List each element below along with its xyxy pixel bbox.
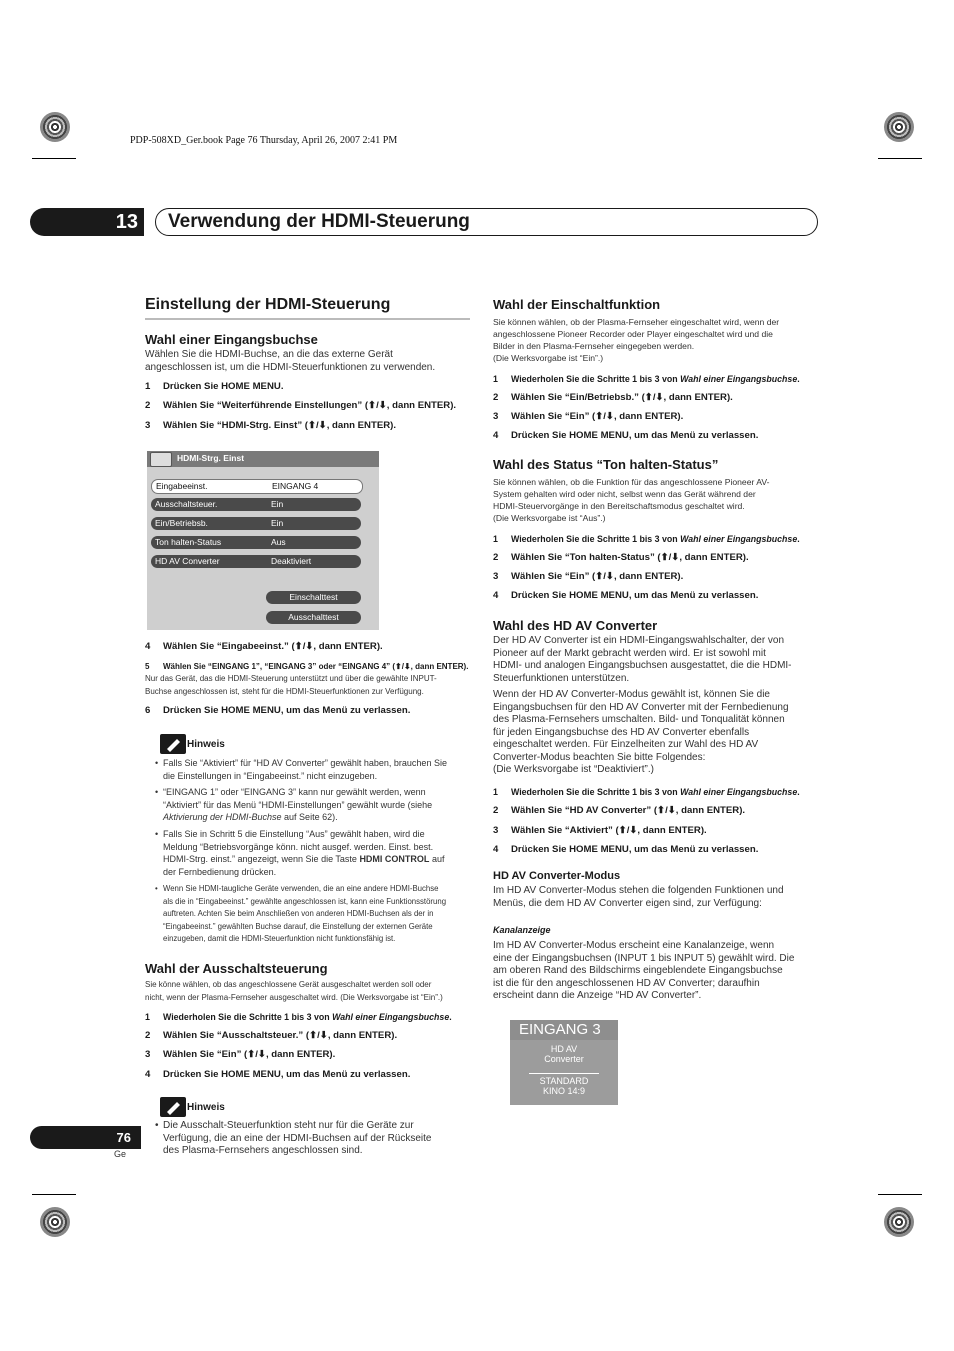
note-bullet: • Falls Sie “Aktiviert” für “HD AV Converter” gewählt haben, brauchen Sie die Einstellungen in “Eingabeeinst.” nicht einzugeben. [163, 757, 447, 782]
step-6: 6 Drücken Sie HOME MENU, um das Menü zu verlassen. [145, 705, 411, 716]
ausschalttest-button[interactable]: Ausschalttest [266, 611, 361, 624]
note-label: Hinweis [187, 1102, 225, 1113]
book-header: PDP-508XD_Ger.book Page 76 Thursday, April 26, 2007 2:41 PM [130, 135, 398, 146]
aus-intro: Sie könne wählen, ob das angeschlossene Gerät ausgeschaltet werden soll oder nicht, wenn der Plasma-Fernseher ausgeschaltet wird. (Die Werksvorgabe ist “Ein”.) [145, 980, 443, 1002]
registration-target [884, 112, 914, 142]
aus-step-2: 2 Wählen Sie “Ausschaltsteuer.” (⬆/⬇, dann ENTER). [145, 1030, 398, 1041]
step-1: 1 Drücken Sie HOME MENU. [145, 381, 284, 392]
hdav-intro: Der HD AV Converter ist ein HDMI-Eingangswahlschalter, der von Pioneer auf der Markt gebracht werden wird. Er ist sowohl mit HDMI- und analogen Eingangsbuchsen ausgestattet, die die HDMI- Steuerfunktionen unterstützen. [493, 635, 792, 684]
channel-divider [529, 1073, 599, 1074]
osd-row-ausschaltsteuer[interactable]: Ausschaltsteuer. Ein [151, 498, 361, 511]
osd-title: HDMI-Strg. Einst [177, 453, 245, 463]
einschalt-step-3: 3 Wählen Sie “Ein” (⬆/⬇, dann ENTER). [493, 411, 684, 422]
osd-row-hd-av-converter[interactable]: HD AV Converter Deaktiviert [151, 555, 361, 568]
hdav-step-3: 3 Wählen Sie “Aktiviert” (⬆/⬇, dann ENTER). [493, 825, 707, 836]
ton-step-3: 3 Wählen Sie “Ein” (⬆/⬇, dann ENTER). [493, 571, 684, 582]
osd-row-ton-halten[interactable]: Ton halten-Status Aus [151, 536, 361, 549]
hdav-step-1: 1 Wiederholen Sie die Schritte 1 bis 3 von Wahl einer Eingangsbuchse. [493, 787, 800, 797]
ton-step-4: 4 Drücken Sie HOME MENU, um das Menü zu verlassen. [493, 590, 759, 601]
aus-step-1: 1 Wiederholen Sie die Schritte 1 bis 3 von Wahl einer Eingangsbuchse. [145, 1012, 452, 1022]
section-title: Einstellung der HDMI-Steuerung [145, 296, 391, 313]
kanal-body: Im HD AV Converter-Modus erscheint eine Kanalanzeige, wenn eine der Eingangsbuchsen (INPUT 1 bis INPUT 5) gewählt wird. Die am oberen Rand des Bildschirms eingeblendete Eingangsbuchse ist die für den angeschlossenen HD AV Converter; daraufhin erscheint dann die Anzeige “HD AV Converter”. [493, 940, 795, 1001]
ton-step-2: 2 Wählen Sie “Ton halten-Status” (⬆/⬇, dann ENTER). [493, 552, 749, 563]
crop-mark [878, 1194, 922, 1195]
einschalt-step-2: 2 Wählen Sie “Ein/Betriebsb.” (⬆/⬇, dann ENTER). [493, 392, 733, 403]
osd-titlebar [147, 451, 379, 467]
kanal-title: Kanalanzeige [493, 925, 551, 935]
modus-title: HD AV Converter-Modus [493, 870, 621, 882]
crop-mark [32, 158, 76, 159]
ton-title: Wahl des Status “Ton halten-Status” [493, 457, 719, 472]
osd-row-eingabeeinst[interactable]: Eingabeeinst. EINGANG 4 [151, 479, 363, 494]
einschalt-intro: Sie können wählen, ob der Plasma-Fernseher eingeschaltet wird, wenn der angeschlossene Pioneer Recorder oder Player eingeschaltet wird und die Bilder in den Plasma-Fernseher eingegeben werden. (Die Werksvorgabe ist “Ein”.) [493, 317, 780, 363]
note-bullet: • Die Ausschalt-Steuerfunktion steht nur für die Geräte zur Verfügung, die an eine der HDMI-Buchsen auf der Rückseite des Plasma-Fernsehers angeschlossen sind. [163, 1120, 432, 1158]
step-3: 3 Wählen Sie “HDMI-Strg. Einst” (⬆/⬇, dann ENTER). [145, 420, 397, 431]
eingang-intro: Wählen Sie die HDMI-Buchse, an die das externe Gerät angeschlossen ist, um die HDMI-Steuerfunktionen zu verwenden. [145, 349, 436, 373]
step-5-note: Nur das Gerät, das die HDMI-Steuerung unterstützt und über die gewählte INPUT- Buchse angeschlossen ist, steht für die HDMI-Steuerfunktionen zur Verfügung. [145, 674, 437, 696]
section-divider [145, 318, 470, 320]
registration-target [40, 1207, 70, 1237]
channel-display [510, 1020, 618, 1105]
note-bullet: • Wenn Sie HDMI-taugliche Geräte verwenden, die an eine andere HDMI-Buchse als die in “Eingabeeinst.” gewählte angeschlossen ist, kann eine Funktionsstörung auftreten. Achten Sie beim Anschließen von anderen HDMI-Buchsen als der in “Eingabeeinst.” gewählten Buchse darauf, die Einstellung der externen Geräte einzugeben, damit die HDMI-Steuerfunktion nicht funktionsfähig ist. [163, 883, 446, 946]
einschalt-title: Wahl der Einschaltfunktion [493, 297, 661, 312]
channel-header: EINGANG 3 [510, 1020, 618, 1040]
hdav-body: Wenn der HD AV Converter-Modus gewählt ist, können Sie die Eingangsbuchsen für den HD AV Converter mit der Fernbedienung des Plasma-Fernsehers umschalten. Bild- und Tonqualität können für jeden Eingangsbuchse des HD AV Converter ebenfalls eingeschaltet werden. Für Einzelheiten zur Wahl des HD AV Converter-Modus beachten Sie bitte Folgendes: (Die Werksvorgabe ist “Deaktiviert”.) [493, 689, 789, 775]
crop-mark [32, 1194, 76, 1195]
pencil-icon [160, 1097, 186, 1117]
step-5: 5 Wählen Sie “EINGANG 1”, “EINGANG 3” oder “EINGANG 4” (⬆/⬇, dann ENTER). [145, 662, 469, 671]
page-number: 76 [30, 1126, 141, 1149]
einschalt-step-4: 4 Drücken Sie HOME MENU, um das Menü zu verlassen. [493, 430, 759, 441]
ton-step-1: 1 Wiederholen Sie die Schritte 1 bis 3 von Wahl einer Eingangsbuchse. [493, 534, 800, 544]
note-label: Hinweis [187, 739, 225, 750]
aus-title: Wahl der Ausschaltsteuerung [145, 961, 328, 976]
hdav-step-2: 2 Wählen Sie “HD AV Converter” (⬆/⬇, dann ENTER). [493, 805, 746, 816]
pencil-icon [160, 734, 186, 754]
note-bullet: • “EINGANG 1” oder “EINGANG 3” kann nur gewählt werden, wenn “Aktiviert” für das Menü “HDMI-Einstellungen” gewählt wurde (siehe Aktivierung der HDMI-Buchse auf Seite 62). [163, 786, 432, 824]
registration-target [40, 112, 70, 142]
aus-step-4: 4 Drücken Sie HOME MENU, um das Menü zu verlassen. [145, 1069, 411, 1080]
chapter-number: 13 [30, 208, 144, 236]
tv-icon [150, 452, 172, 467]
channel-body: HD AV Converter STANDARD KINO 14:9 [510, 1040, 618, 1105]
crop-mark [878, 158, 922, 159]
hdav-step-4: 4 Drücken Sie HOME MENU, um das Menü zu verlassen. [493, 844, 759, 855]
ton-intro: Sie können wählen, ob die Funktion für das angeschlossene Pioneer AV- System gehalten wird oder nicht, selbst wenn das Gerät während der HDMI-Steuervorgänge in den Bereitschaftsmodus geschaltet wird. (Die Werksvorgabe ist “Aus”.) [493, 477, 770, 523]
modus-intro: Im HD AV Converter-Modus stehen die folgenden Funktionen und Menüs, die dem HD AV Converter eigen sind, zur Verfügung: [493, 885, 784, 909]
step-4: 4 Wählen Sie “Eingabeeinst.” (⬆/⬇, dann ENTER). [145, 641, 383, 652]
hdav-title: Wahl des HD AV Converter [493, 618, 658, 633]
aus-step-3: 3 Wählen Sie “Ein” (⬆/⬇, dann ENTER). [145, 1049, 336, 1060]
eingang-title: Wahl einer Eingangsbuchse [145, 332, 318, 347]
einschalttest-button[interactable]: Einschalttest [266, 591, 361, 604]
language-code: Ge [114, 1149, 127, 1159]
osd-row-ein-betriebsb[interactable]: Ein/Betriebsb. Ein [151, 517, 361, 530]
chapter-title: Verwendung der HDMI-Steuerung [155, 208, 818, 236]
osd-menu [147, 451, 379, 630]
registration-target [884, 1207, 914, 1237]
einschalt-step-1: 1 Wiederholen Sie die Schritte 1 bis 3 von Wahl einer Eingangsbuchse. [493, 374, 800, 384]
step-2: 2 Wählen Sie “Weiterführende Einstellungen” (⬆/⬇, dann ENTER). [145, 400, 457, 411]
note-bullet: • Falls Sie in Schritt 5 die Einstellung “Aus” gewählt haben, wird die Meldung “Betriebsvorgänge könn. nicht ausgef. werden. Einst. best. HDMI-Strg. einst.” angezeigt, wenn Sie die Taste HDMI CONTROL auf der Fernbedienung drücken. [163, 828, 444, 878]
